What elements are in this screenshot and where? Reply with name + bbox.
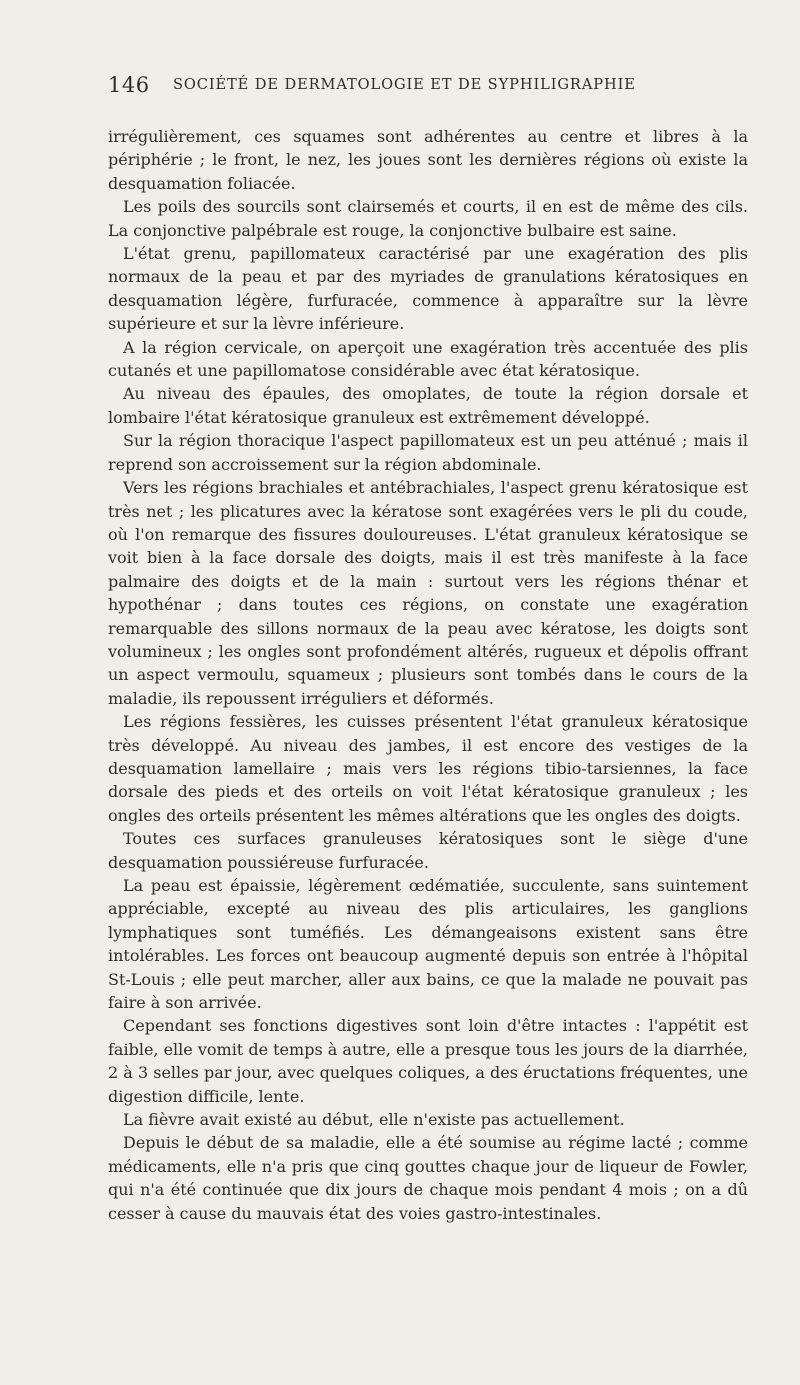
paragraph: La fièvre avait existé au début, elle n'existe pas actuellement. (123, 1110, 625, 1130)
paragraph: Sur la région thoracique l'aspect papillomateux est un peu atténué ; mais il reprend son accroissement sur la région abdominale. (108, 431, 748, 474)
paragraph: Depuis le début de sa maladie, elle a été soumise au régime lacté ; comme médicaments, elle n'a pris que cinq gouttes chaque jour de liqueur de Fowler, qui n'a été continuée que dix jours de chaque mois pendant 4 mois ; on a dû cesser à cause du mauvais état des voies gastro-intestinales. (108, 1133, 748, 1223)
body-text (108, 125, 748, 1225)
page-header (108, 70, 748, 100)
paragraph: Toutes ces surfaces granuleuses kératosiques sont le siège d'une desquamation poussiéreuse furfuracée. (108, 829, 748, 872)
paragraph: Les poils des sourcils sont clairsemés et courts, il en est de même des cils. La conjonctive palpébrale est rouge, la conjonctive bulbaire est saine. (108, 197, 748, 240)
paragraph: L'état grenu, papillomateux caractérisé par une exagération des plis normaux de la peau et par des myriades de granulations kératosiques en desquamation légère, furfuracée, commence à apparaître sur la lèvre supérieure et sur la lèvre inférieure. (108, 244, 748, 334)
page-number: 146 (108, 73, 150, 97)
paragraph-continued: irrégulièrement, ces squames sont adhérentes au centre et libres à la périphérie ; le front, le nez, les joues sont les dernières régions où existe la desquamation foliacée. (108, 127, 748, 193)
paragraph: Vers les régions brachiales et antébrachiales, l'aspect grenu kératosique est très net ; les plicatures avec la kératose sont exagérées vers le pli du coude, où l'on remarque des fissures douloureuses. L'état granuleux kératosique se voit bien à la face dorsale des doigts, mais il est très manifeste à la face palmaire des doigts et de la main : surtout vers les régions thénar et hypothénar ; dans toutes ces régions, on constate une exagération remarquable des sillons normaux de la peau avec kératose, les doigts sont volumineux ; les ongles sont profondément altérés, rugueux et dépolis offrant un aspect vermoulu, squameux ; plusieurs sont tombés dans le cours de la maladie, ils repoussent irréguliers et déformés. (108, 478, 748, 708)
paragraph: A la région cervicale, on aperçoit une exagération très accentuée des plis cutanés et une papillomatose considérable avec état kératosique. (108, 337, 748, 381)
paragraph: Au niveau des épaules, des omoplates, de toute la région dorsale et lombaire l'état kératosique granuleux est extrêmement développé. (108, 384, 748, 427)
paragraph: Les régions fessières, les cuisses présentent l'état granuleux kératosique très développé. Au niveau des jambes, il est encore des vestiges de la desquamation lamellaire ; mais vers les régions tibio-tarsiennes, la face dorsale des pieds et des orteils on voit l'état kératosique granuleux ; les ongles des orteils présentent les mêmes altérations que les ongles des doigts. (108, 712, 748, 825)
paragraph: Cependant ses fonctions digestives sont loin d'être intactes : l'appétit est faible, elle vomit de temps à autre, elle a presque tous les jours de la diarrhée, 2 à 3 selles par jour, avec quelques coliques, a des éructations fréquentes, une digestion difficile, lente. (108, 1016, 748, 1106)
paragraph: La peau est épaissie, légèrement œdématiée, succulente, sans suintement appréciable, excepté au niveau des plis articulaires, les ganglions lymphatiques sont tuméfiés. Les démangeaisons existent sans être intolérables. Les forces ont beaucoup augmenté depuis son entrée à l'hôpital St-Louis ; elle peut marcher, aller aux bains, ce que la malade ne pouvait pas faire à son arrivée. (108, 876, 748, 1013)
running-head: SOCIÉTÉ DE DERMATOLOGIE ET DE SYPHILIGRAPHIE (173, 76, 636, 93)
